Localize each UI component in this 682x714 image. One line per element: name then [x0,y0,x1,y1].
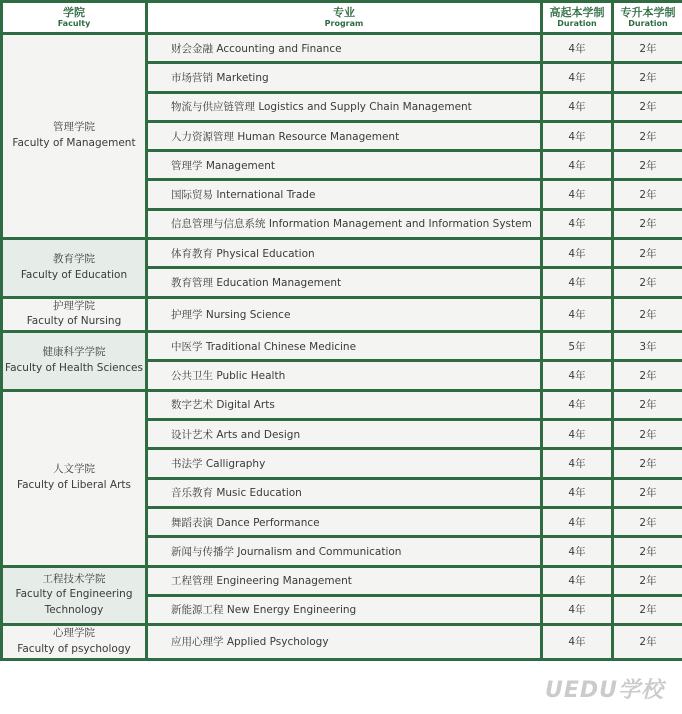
program-name: 国际贸易 International Trade [147,180,542,209]
faculty-name-zh: 健康科学学院 [42,346,106,359]
duration-upgrade: 2年 [613,63,682,92]
duration-highschool: 4年 [542,537,613,566]
duration-upgrade: 2年 [613,507,682,536]
duration-highschool: 4年 [542,361,613,390]
faculty-name-en: Faculty of psychology [17,642,131,655]
program-name: 书法学 Calligraphy [147,449,542,478]
program-name: 应用心理学 Applied Psychology [147,625,542,660]
duration-upgrade: 2年 [613,595,682,624]
program-name: 人力资源管理 Human Resource Management [147,121,542,150]
duration-upgrade: 2年 [613,121,682,150]
duration-highschool: 4年 [542,595,613,624]
faculty-cell [2,625,147,660]
faculty-name-en: Faculty of Education [20,268,128,281]
duration-upgrade: 2年 [613,420,682,449]
table-row [2,239,682,268]
faculty-name-en: Faculty of Nursing [26,315,122,328]
duration-highschool: 4年 [542,180,613,209]
duration-upgrade: 2年 [613,297,682,332]
faculty-cell [2,239,147,298]
duration-upgrade: 2年 [613,566,682,595]
duration-upgrade: 2年 [613,361,682,390]
program-name: 管理学 Management [147,151,542,180]
faculty-name-zh: 教育学院 [53,253,95,266]
program-name: 设计艺术 Arts and Design [147,420,542,449]
program-name: 财会金融 Accounting and Finance [147,34,542,63]
duration-highschool: 4年 [542,507,613,536]
duration-highschool: 4年 [542,390,613,419]
watermark-logo: UEDU学校 [544,678,664,703]
duration-upgrade: 3年 [613,332,682,361]
faculty-name-zh: 管理学院 [53,121,95,134]
program-name: 工程管理 Engineering Management [147,566,542,595]
program-name: 物流与供应链管理 Logistics and Supply Chain Management [147,92,542,121]
duration-upgrade: 2年 [613,239,682,268]
duration-highschool: 5年 [542,332,613,361]
program-name: 信息管理与信息系统 Information Management and Information System [147,209,542,238]
duration-upgrade-header [613,2,682,34]
duration-upgrade: 2年 [613,625,682,660]
table-row [2,332,682,361]
duration-upgrade: 2年 [613,449,682,478]
duration-highschool-header-en: Duration [557,18,597,28]
faculty-name-en: Faculty of Liberal Arts [17,479,131,492]
duration-highschool-header [542,2,613,34]
program-header-en: Program [324,18,364,28]
program-name: 市场营销 Marketing [147,63,542,92]
table-row [2,625,682,660]
table-row [2,34,682,63]
duration-upgrade: 2年 [613,537,682,566]
faculty-name-zh: 人文学院 [53,463,95,476]
program-header [147,2,542,34]
faculty-cell [2,34,147,239]
duration-highschool: 4年 [542,92,613,121]
faculty-name-en: Faculty of Health Sciences [5,361,143,374]
duration-highschool: 4年 [542,625,613,660]
duration-upgrade: 2年 [613,151,682,180]
duration-highschool: 4年 [542,566,613,595]
program-name: 护理学 Nursing Science [147,297,542,332]
duration-highschool: 4年 [542,63,613,92]
table-row [2,297,682,332]
duration-upgrade: 2年 [613,34,682,63]
faculty-header [2,2,147,34]
duration-highschool: 4年 [542,268,613,297]
faculty-cell [2,390,147,566]
duration-highschool: 4年 [542,34,613,63]
duration-upgrade: 2年 [613,268,682,297]
faculty-name-en: Faculty of Engineering Technology [15,588,133,617]
faculty-name-zh: 心理学院 [53,627,95,640]
program-name: 体育教育 Physical Education [147,239,542,268]
duration-highschool: 4年 [542,239,613,268]
table-row [2,390,682,419]
duration-upgrade: 2年 [613,390,682,419]
faculty-name-zh: 工程技术学院 [42,572,106,585]
table-body [2,34,682,660]
duration-upgrade: 2年 [613,180,682,209]
program-name: 舞蹈表演 Dance Performance [147,507,542,536]
program-name: 教育管理 Education Management [147,268,542,297]
program-name: 公共卫生 Public Health [147,361,542,390]
duration-upgrade: 2年 [613,92,682,121]
duration-highschool-header-zh: 高起本学制 [549,6,605,20]
program-name: 数字艺术 Digital Arts [147,390,542,419]
program-name: 中医学 Traditional Chinese Medicine [147,332,542,361]
faculty-cell [2,332,147,391]
program-header-zh: 专业 [333,6,355,20]
duration-highschool: 4年 [542,151,613,180]
duration-highschool: 4年 [542,297,613,332]
duration-upgrade-header-en: Duration [628,18,668,28]
table-row [2,566,682,595]
duration-upgrade-header-zh: 专升本学制 [620,6,676,20]
duration-upgrade: 2年 [613,209,682,238]
faculty-name-en: Faculty of Management [12,137,136,150]
faculty-cell [2,566,147,625]
header-row [2,2,682,34]
duration-highschool: 4年 [542,209,613,238]
duration-highschool: 4年 [542,478,613,507]
duration-highschool: 4年 [542,449,613,478]
duration-highschool: 4年 [542,121,613,150]
faculty-cell [2,297,147,332]
faculty-header-en: Faculty [57,18,91,28]
program-name: 新能源工程 New Energy Engineering [147,595,542,624]
faculty-header-zh: 学院 [63,6,85,20]
duration-highschool: 4年 [542,420,613,449]
faculty-name-zh: 护理学院 [53,299,95,312]
duration-upgrade: 2年 [613,478,682,507]
program-name: 新闻与传播学 Journalism and Communication [147,537,542,566]
program-name: 音乐教育 Music Education [147,478,542,507]
